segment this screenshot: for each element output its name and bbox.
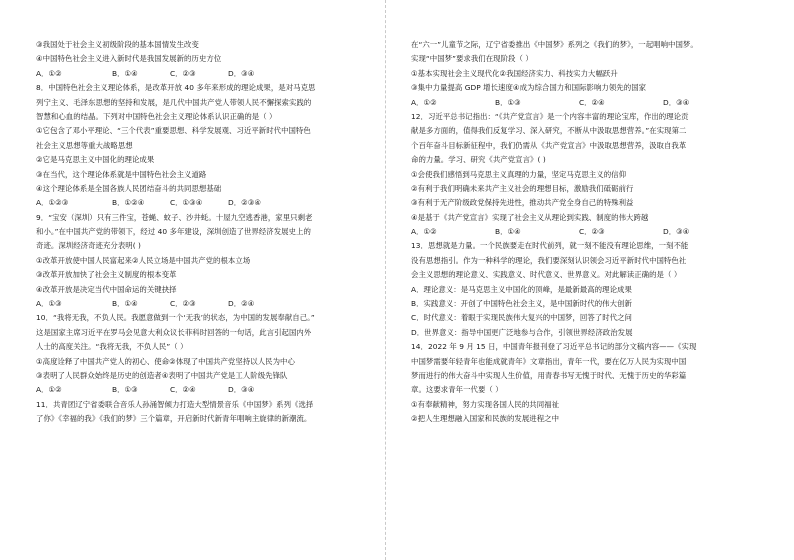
option-a: A．①② <box>36 68 62 78</box>
text-line: 实现“中国梦”要求我们在现阶段（ ） <box>411 54 533 64</box>
text-line: 梦而进行的伟大奋斗中实现人生价值，用青春书写无愧于时代、无愧于历史的华彩篇 <box>411 370 687 380</box>
option-a: A．①② <box>411 97 437 107</box>
answer-options <box>36 297 362 311</box>
text-line: ①它包含了邓小平理论、“三个代表”重要思想、科学发展观、习近平新时代中国特色 <box>36 126 311 136</box>
text-line: 智慧和心血的结晶。下列对中国特色社会主义理论体系认识正确的是（ ） <box>36 111 277 121</box>
text-line: ④改革开放是决定当代中国命运的关键抉择 <box>36 284 177 294</box>
question-11: 11．共青团辽宁省委联合音乐人孙涌智倾力打造大型情景音乐《中国梦》系列《选择 <box>36 399 314 409</box>
option-line: C．时代意义：着眼于实现民族伟大复兴的中国梦，回答了时代之问 <box>411 313 632 323</box>
text-line: ③我国处于社会主义初级阶段的基本国情发生改变 <box>36 40 199 49</box>
option-d: D．③④ <box>228 68 255 78</box>
answer-options <box>36 196 362 210</box>
question-8: 8．中国特色社会主义理论体系，是改革开放 40 多年来形成的理论成果，是对马克思 <box>36 83 316 93</box>
text-line: ④中国特色社会主义进入新时代是我国发展新的历史方位 <box>36 54 222 64</box>
text-line: 献是多方面的，值得我们反复学习、深入研究，不断从中汲取思想营养。”在实现第二 <box>411 126 687 136</box>
option-a: A．①② <box>411 227 437 237</box>
option-line: A．理论意义：是马克思主义中国化的顶峰，是最新最高的理论成果 <box>411 284 632 294</box>
text-line: ②把人生理想融入国家和民族的发展进程之中 <box>411 414 560 424</box>
option-b: B．①③ <box>112 385 138 395</box>
option-line: B．实践意义：开创了中国特色社会主义，是中国新时代的伟大创新 <box>411 299 632 309</box>
option-d: D．②④ <box>228 299 255 309</box>
option-c: C．②③ <box>579 227 605 237</box>
option-d: D．③④ <box>228 385 255 395</box>
text-line: ①有奉献精神，努力实现各国人民的共同福祉 <box>411 399 560 409</box>
text-line: ①基本实现社会主义现代化②我国经济实力、科技实力大幅跃升 <box>411 68 618 78</box>
text-line: 在“六一”儿童节之际，辽宁省委推出《中国梦》系列之《我们的梦》，一起唱响中国梦。 <box>411 40 698 49</box>
text-line: ①会使我们感悟到马克思主义真理的力量，坚定马克思主义的信仰 <box>411 169 627 179</box>
answer-options <box>411 96 758 110</box>
answer-options <box>411 225 758 239</box>
option-line: D．世界意义：指导中国更广泛地参与合作，引领世界经济政治发展 <box>411 327 633 337</box>
question-9: 9．“宝安（深圳）只有三件宝，苍蝇、蚊子、沙井蚝。十屋九空逃香港，家里只剩老 <box>36 212 313 222</box>
option-c: C．②④ <box>579 97 605 107</box>
text-line: ④是基于《共产党宣言》实现了社会主义从理论到实践、制度的伟大跨越 <box>411 212 649 222</box>
text-line: 中国梦需要年轻青年也能成就青年》文章指出，青年一代，要在亿万人民为实现中国 <box>411 356 687 366</box>
question-12: 12．习近平总书记指出：“《共产党宣言》是一个内容丰富的理论宝库，作出的理论贡 <box>411 111 689 121</box>
text-line: 个百年奋斗目标新征程中，我们仍需从《共产党宣言》中汲取思想营养，汲取自我革 <box>411 140 687 150</box>
option-d: D．③④ <box>663 227 690 237</box>
text-line: 社会主义思想等重大战略思想 <box>36 140 133 150</box>
text-line: ③集中力量提高 GDP 增长速度④成为综合国力和国际影响力领先的国家 <box>411 83 647 93</box>
text-line: 奇迹。深圳经济奇迹充分表明( ) <box>36 241 141 251</box>
column-divider <box>385 0 386 560</box>
text-line: 和小。”在中国共产党的带领下，经过 40 多年建设，深圳创造了世界经济发展史上的 <box>36 227 311 237</box>
option-c: C．②④ <box>170 385 196 395</box>
option-d: D．②③④ <box>228 198 261 208</box>
option-c: C．②③ <box>170 299 196 309</box>
text-line: ①高度诠释了中国共产党人的初心、使命②体现了中国共产党坚持以人民为中心 <box>36 356 295 366</box>
text-line: 了你》《幸福的我》《我们的梦》三个篇章，开启新时代新青年唱响主旋律的新潮流。 <box>36 414 312 424</box>
option-b: B．①④ <box>112 299 138 309</box>
text-line: ②有利于我们明确未来共产主义社会的理想目标，激励我们砥砺前行 <box>411 183 634 193</box>
answer-options <box>36 67 362 81</box>
text-line: 没有思想指引。作为一种科学的理论，我们要深刻认识领会习近平新时代中国特色社 <box>411 255 687 265</box>
text-line: 会主义思想的理论意义、实践意义、时代意义、世界意义。对此解读正确的是（ ） <box>411 270 682 280</box>
text-line: ④这个理论体系是全国各族人民团结奋斗的共同思想基础 <box>36 183 222 193</box>
option-b: B．①③ <box>495 97 521 107</box>
option-a: A．①③ <box>36 299 62 309</box>
question-14: 14．2022 年 9 月 15 日，中国青年报刊登了习近平总书记的部分文稿内容——《实现 <box>411 342 697 352</box>
option-d: D．③④ <box>663 97 690 107</box>
text-line: 命的力量。学习、研究《共产党宣言》( ) <box>411 155 546 165</box>
text-line: ③改革开放加快了社会主义制度的根本变革 <box>36 270 177 280</box>
text-line: ②它是马克思主义中国化的理论成果 <box>36 155 155 165</box>
question-13: 13．思想就是力量。一个民族要走在时代前列，就一刻不能没有理论思维，一刻不能 <box>411 241 689 251</box>
text-line: 这是国家主席习近平在罗马会见意大利众议长菲科时回答的一句话，此言引起国内外 <box>36 327 312 337</box>
option-b: B．①④ <box>112 68 138 78</box>
option-a: A．①②③ <box>36 198 69 208</box>
option-c: C．①③④ <box>170 198 203 208</box>
text-line: ③表明了人民群众始终是历史的创造者④表明了中国共产党是工人阶级先锋队 <box>36 370 288 380</box>
text-line: 列宁主义、毛泽东思想的坚持和发展，是几代中国共产党人带领人民不懈探索实践的 <box>36 97 312 107</box>
option-a: A．①② <box>36 385 62 395</box>
option-b: B．①②④ <box>112 198 145 208</box>
text-line: 章。这要求青年一代要（ ） <box>411 385 503 395</box>
option-b: B．①④ <box>495 227 521 237</box>
text-line: ③有利于无产阶级政党保持先进性，推动共产党全身自己的特殊利益 <box>411 198 634 208</box>
left-column <box>36 38 362 427</box>
text-line: ③在当代，这个理论体系就是中国特色社会主义道路 <box>36 169 207 179</box>
text-line: ①改革开放使中国人民富起来②人民立场是中国共产党的根本立场 <box>36 255 251 265</box>
text-line: 人士的高度关注。“我将无我，不负人民”（ ） <box>36 342 188 352</box>
right-column <box>411 38 758 427</box>
answer-options <box>36 383 362 397</box>
question-10: 10．“我将无我，不负人民。我愿意做到一个‘无我’的状态，为中国的发展奉献自己。” <box>36 313 315 323</box>
option-c: C．②③ <box>170 68 196 78</box>
